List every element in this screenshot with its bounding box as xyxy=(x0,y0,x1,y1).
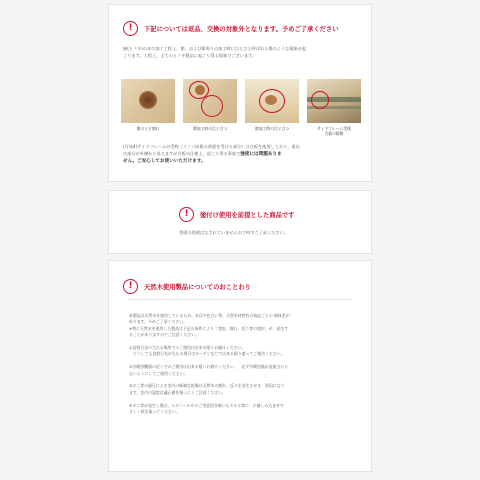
warning-heading xyxy=(123,21,339,36)
body-line: ないようにしてご使用ください。 xyxy=(129,370,188,376)
painting-notice-panel xyxy=(108,190,372,254)
section-title: 塗付け使用を前提とした商品です xyxy=(200,212,295,219)
note-text: の部分が外側から見えますが合板の仕様上、起こり得る事象で xyxy=(123,151,241,156)
body-line: ることがありますのでご注意ください。 xyxy=(129,332,200,338)
body-line: どうしても直射日光が当たる場合はカーテンなどで出来る限り遮ってご使用ください。 xyxy=(129,351,285,357)
body-line: ②冷暖房機器の近くでのご使用は出来る限りお避けください。 必ず冷暖房風が直接当たら xyxy=(129,364,289,370)
body-line: ①直射日光の当たる場所でのご使用は出来る限りお避けください。 xyxy=(129,345,246,351)
body-line: ※特に天然木を使用した製品は下記の条件により「変色、割れ、反り等の変形」が 発生す xyxy=(129,325,289,331)
photo-item xyxy=(183,79,237,136)
note-emphasis: 強度には問題ありま xyxy=(240,152,282,157)
intro-text xyxy=(123,45,361,59)
defect-photos xyxy=(121,79,361,136)
intro-line: 檜(ヒノキ)の木の加工工程上、節、および節周りの加工時に目とびと呼ばれる傷のような現象が起 xyxy=(123,46,307,51)
divider xyxy=(129,299,351,300)
body-line: 本製品は天然木を使用しているため、木目や色合い等、天然木材特有の商品ごとの 個体差が xyxy=(129,313,290,318)
photo-item xyxy=(121,79,175,136)
note-emphasis-line: せん。ご安心してお使いいただけます。 xyxy=(123,159,206,164)
body-line: ます。室内の湿度は適正値を保つようご注意ください。 xyxy=(129,389,226,395)
body-line: ④ヤニ等が発生し場合、エタノールやのご用意頂き硬いたタオル等に 少量しみ込ませや xyxy=(129,402,284,408)
section-title: 天然木使用製品についてのおことわり xyxy=(144,284,251,291)
knot-chipping-photo-2 xyxy=(245,79,299,123)
plywood-gap-photo xyxy=(307,79,361,123)
intro-line: こります。工程上、全てのヒノキ製品に起こり得る現象でございます。 xyxy=(123,53,257,58)
body-line: さしく拭き取ってください。 xyxy=(129,409,180,415)
exclamation-icon: ! xyxy=(123,279,138,294)
photo-caption: サイドフレーム受桟 合板の隙間 xyxy=(317,126,351,136)
photo-caption: 節加工時の目とび 2 xyxy=(255,126,289,131)
photo-caption: 節加工時の目とび 1 xyxy=(193,126,227,131)
warning-heading xyxy=(123,279,251,294)
body-line: ③ホこ等の風圧による室内の極端な乾燥は天然木の割れ、反りを発生させる 原因になり xyxy=(129,383,285,389)
photo-item xyxy=(307,79,361,136)
knot-crack-photo xyxy=(121,79,175,123)
exclamation-icon: ! xyxy=(179,207,194,222)
photo-item xyxy=(245,79,299,136)
body-line: あります。予めご了承ください。 xyxy=(129,319,188,325)
natural-wood-panel xyxy=(108,260,372,472)
note-line xyxy=(123,150,363,158)
warning-heading xyxy=(179,207,294,222)
plywood-note xyxy=(123,143,363,166)
photo-caption: 節のヒビ割れ xyxy=(136,126,160,131)
knot-chipping-photo-1 xyxy=(183,79,237,123)
exclamation-icon: ! xyxy=(123,21,138,36)
disclaimer-body xyxy=(129,313,361,416)
notice-body: 背面の処理はなされていませんので何卒ご了承ください。 xyxy=(179,230,288,235)
return-exclusion-panel xyxy=(108,4,372,182)
note-line: (写真4)サイドフレームの受桟（スノコ床板の荷重を受ける部分）は合板を使用しており、重ね xyxy=(123,144,300,149)
section-title: 下記については返品、交換の対象外となります。予めご了承ください xyxy=(144,26,339,33)
